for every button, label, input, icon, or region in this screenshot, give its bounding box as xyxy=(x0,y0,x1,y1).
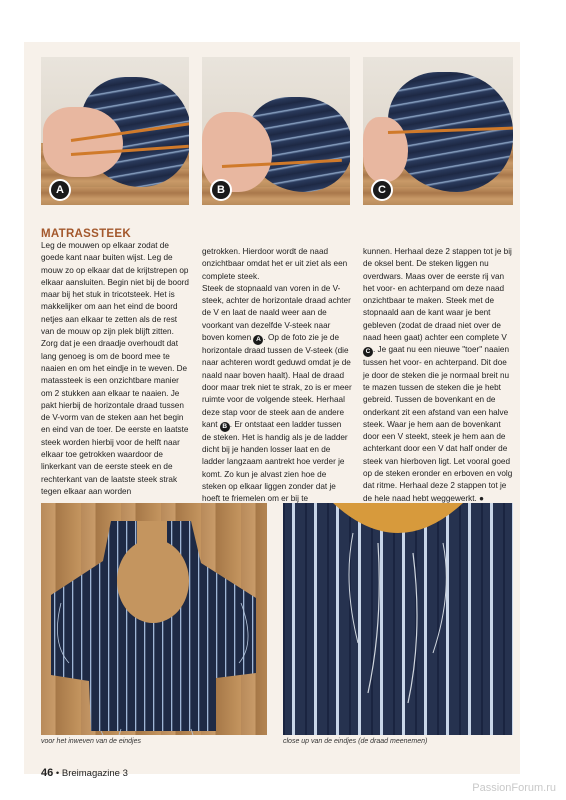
photo-a xyxy=(41,57,189,205)
magazine-name: Breimagazine 3 xyxy=(61,768,128,779)
caption-left: voor het inweven van de eindjes xyxy=(41,738,142,745)
watermark: PassionForum.ru xyxy=(472,782,556,794)
text-column-2 xyxy=(202,246,352,506)
text-column-1 xyxy=(41,240,191,498)
paragraph: Steek de stopnaald van voren in de V-steek, achter de horizontale draad achter de V en laat de naald weer aan de voorkant van dezelfde V-steek naar boven komen A . Op de foto zie je de horizontale draad tussen de V-steek (die naar achteren wordt geduwd omdat je de naald naar boven haalt). Haal de draad door maar trek niet te strak, zo is er meer ruimte voor de volgende steek. Herhaal deze stap voor de steek aan de andere kant B . Er ontstaat een ladder tussen de steken. Het is handig als je de ladder dicht bij je handen losser laat en de ladder langzaam aantrekt hoe verder je komt. Zo kun je alvast zien hoe de steken op elkaar liggen zonder dat je hoeft te friemelen om er bij te xyxy=(202,283,352,504)
sweater-illustration xyxy=(41,503,267,735)
caption-right: close up van de eindjes (de draad meenemen) xyxy=(283,738,428,745)
photo-closeup xyxy=(283,503,513,735)
ref-badge-a: A xyxy=(253,335,263,345)
page-footer xyxy=(41,767,128,779)
closeup-illustration xyxy=(283,503,513,735)
end-mark: ● xyxy=(479,493,485,503)
photo-b xyxy=(202,57,350,205)
photo-sweater-flat xyxy=(41,503,267,735)
paragraph: Leg de mouwen op elkaar zodat de goede kant naar buiten wijst. Leg de mouw zo op elkaar dat de krijtstrepen op elkaar aansluiten. Begin niet bij de boord maar bij het stuk in tricotsteek. Het is makkelijker om aan het eind de boord netjes aan elkaar te zetten als de rest van de mouw op zijn plek blijft zitten. Zorg dat je een draadje overhoudt dat lang genoeg is om de boord mee te naaien en om het eindje in te weven. De matassteek is een onzichtbare manier om 2 stukken aan elkaar te naaien. Je pakt hierbij de horizontale draad tussen de V-vorm van de steken aan het begin en eind van de toer. De eerste en laatste steek worden hierbij voor de helft naar elkaar toe getrokken waardoor de linkerkant van de eerste steek en de rechterkant van de laatste steek strak tegen elkaar aan worden xyxy=(41,241,189,496)
photo-label-b: B xyxy=(210,179,232,201)
photo-label-c: C xyxy=(371,179,393,201)
section-heading: MATRASSTEEK xyxy=(41,228,131,240)
paragraph: getrokken. Hierdoor wordt de naad onzichtbaar omdat het er uit ziet als een complete steek. xyxy=(202,247,348,281)
photo-c xyxy=(363,57,513,205)
ref-badge-b: B xyxy=(220,422,230,432)
paragraph: kunnen. Herhaal deze 2 stappen tot je bij de oksel bent. De steken liggen nu overdwars. Maas over de eerste rij van het voor- en achterpand om deze naad onzichtbaar te maken. Steek met de stopnaald aan de kant waar je bent gebleven (zodat de draad niet over de naad heen gaat) achter een complete V C . Je gaat nu een nieuwe "toer" naaien tussen het voor- en achterpand. Dit doe je door de steken die je normaal breit nu te mazen tussen de steken die je hebt gebreid. Tussen de bovenkant en de onderkant zit een afstand van een halve steek. Waar je hem aan de bovenkant door een V steekt, steek je hem aan de achterkant door een V dat half onder de steek van hierboven ligt. Let vooral goed op de steken eronder en erboven en volg dat ritme. Herhaal deze 2 stappen tot je de hele naad hebt weggewerkt. ● xyxy=(363,247,513,503)
ref-badge-c: C xyxy=(363,347,373,357)
photo-label-a: A xyxy=(49,179,71,201)
text-column-3 xyxy=(363,246,513,505)
footer-bullet: • xyxy=(55,768,60,779)
page-number: 46 xyxy=(41,767,54,779)
